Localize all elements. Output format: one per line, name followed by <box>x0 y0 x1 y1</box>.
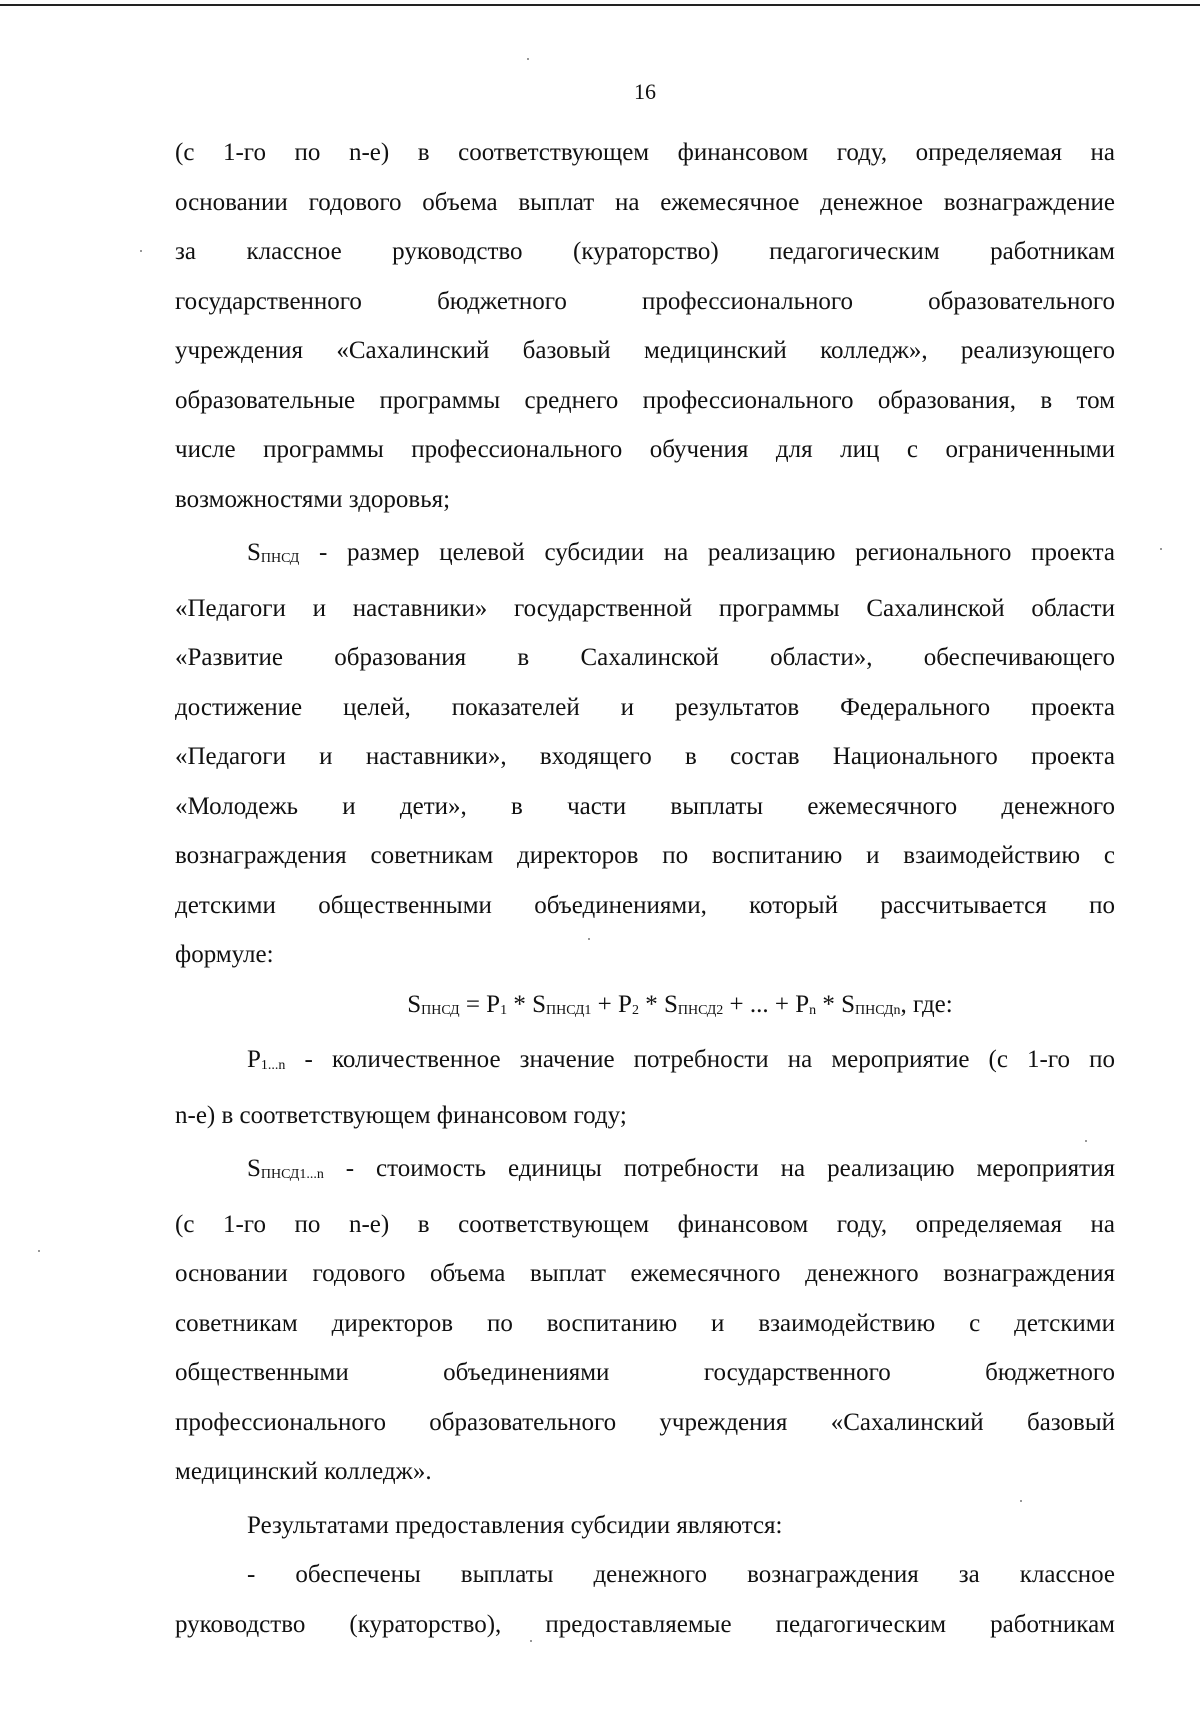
text-line: «Педагоги и наставники» государственной программы Сахалинской области <box>175 594 1115 622</box>
paragraph-cost-classroom-guidance <box>175 128 1115 524</box>
paragraph-results-item <box>175 1550 1115 1649</box>
scan-speck <box>588 938 590 940</box>
text-line: государственного бюджетного профессионального образовательного <box>175 287 1115 315</box>
text-line: руководство (кураторство), предоставляемые педагогическим работникам <box>175 1610 1115 1638</box>
scan-speck <box>1085 1140 1087 1142</box>
symbol-subscript: 1...n <box>260 1058 286 1073</box>
text-line: формуле: <box>175 941 274 968</box>
text-line: общественными объединениями государственного бюджетного <box>175 1359 1115 1386</box>
symbol-subscript: ПНСД1...n <box>260 1167 324 1182</box>
text-line: (с 1-го по n-е) в соответствующем финансовом году, определяемая на <box>175 139 1115 166</box>
symbol-s: S <box>247 539 261 566</box>
symbol-subscript: ПНСД <box>260 551 300 566</box>
formula: SПНСД = P1 * SПНСД1 + P2 * SПНСД2 + ... + Pn * SПНСДn, где: <box>407 990 953 1018</box>
text-line: «Молодежь и дети», в части выплаты ежемесячного денежного <box>175 792 1115 820</box>
text-line: детскими общественными объединениями, который рассчитывается по <box>175 891 1115 919</box>
text-line: медицинский колледж». <box>175 1458 432 1485</box>
scan-speck <box>1160 548 1162 550</box>
symbol-s: S <box>247 1155 261 1182</box>
scan-speck <box>527 58 529 60</box>
top-border-line <box>0 4 1200 6</box>
text-line <box>175 1035 1115 1091</box>
text-line: достижение целей, показателей и результатов Федерального проекта <box>175 693 1115 721</box>
text-line: за классное руководство (кураторство) педагогическим работникам <box>175 238 1115 265</box>
text-line: учреждения «Сахалинский базовый медицинский колледж», реализующего <box>175 337 1115 364</box>
paragraph-subsidy-definition <box>175 528 1115 980</box>
text-line: «Педагоги и наставники», входящего в состав Национального проекта <box>175 743 1115 770</box>
scan-speck <box>1020 1500 1022 1502</box>
text-fragment: - размер целевой субсидии на реализацию регионального проекта <box>299 539 1115 566</box>
scan-speck <box>38 1250 40 1252</box>
text-fragment: - стоимость единицы потребности на реализацию мероприятия <box>323 1155 1115 1182</box>
text-line: n-е) в соответствующем финансовом году; <box>175 1101 627 1129</box>
page-number: 16 <box>634 79 656 104</box>
text-line: образовательные программы среднего профессионального образования, в том <box>175 386 1115 414</box>
paragraph-results-heading: Результатами предоставления субсидии являются: <box>247 1511 783 1539</box>
text-line: основании годового объема выплат на ежемесячное денежное вознаграждение <box>175 188 1115 216</box>
text-line: вознаграждения советникам директоров по воспитанию и взаимодействию с <box>175 842 1115 869</box>
scan-speck <box>140 250 142 252</box>
text-line: советникам директоров по воспитанию и взаимодействию с детскими <box>175 1309 1115 1337</box>
text-line <box>175 528 1115 584</box>
document-body <box>175 128 1115 1649</box>
text-line: «Развитие образования в Сахалинской области», обеспечивающего <box>175 644 1115 671</box>
text-line: возможностями здоровья; <box>175 485 451 513</box>
symbol-p: P <box>247 1046 261 1073</box>
text-line: числе программы профессионального обучения для лиц с ограниченными <box>175 436 1115 463</box>
text-line <box>175 1144 1115 1200</box>
text-line: (с 1-го по n-е) в соответствующем финансовом году, определяемая на <box>175 1210 1115 1238</box>
text-line: - обеспечены выплаты денежного вознаграждения за классное <box>247 1561 1115 1588</box>
text-fragment: - количественное значение потребности на мероприятие (с 1-го по <box>285 1046 1115 1073</box>
text-line: основании годового объема выплат ежемесячного денежного вознаграждения <box>175 1260 1115 1287</box>
text-line: профессионального образовательного учреждения «Сахалинский базовый <box>175 1408 1115 1436</box>
paragraph-unit-cost-definition <box>175 1144 1115 1497</box>
paragraph-quantity-definition <box>175 1035 1115 1140</box>
scan-speck <box>530 1640 532 1642</box>
